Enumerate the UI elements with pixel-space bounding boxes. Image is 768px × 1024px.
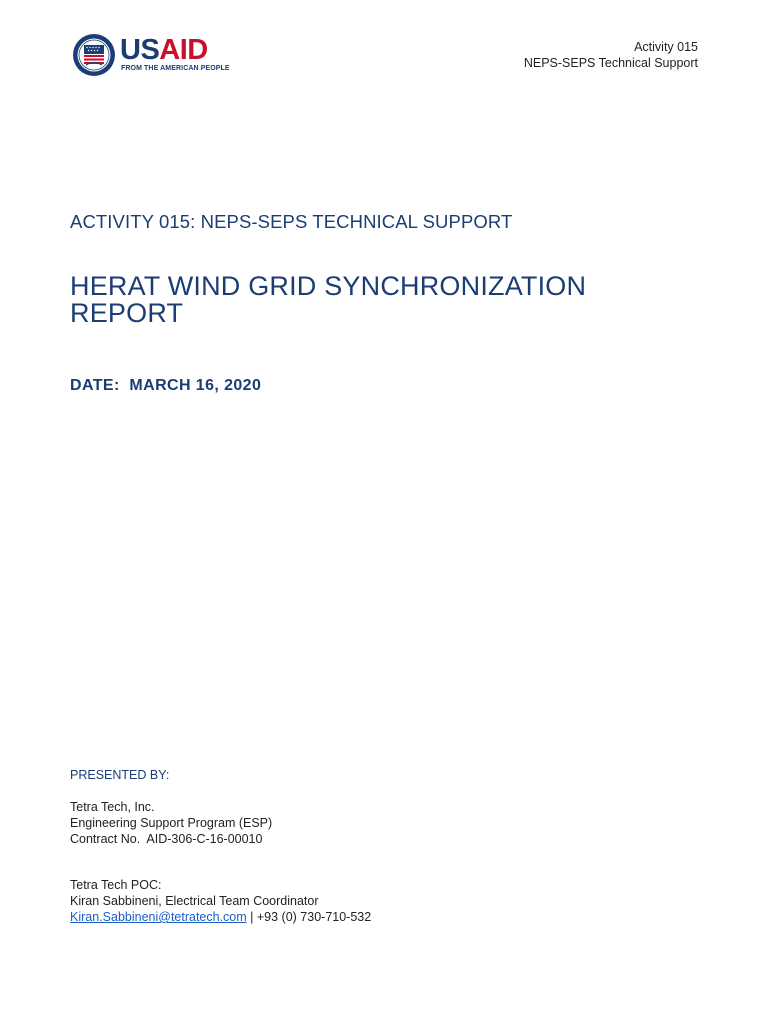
header-meta	[524, 39, 698, 71]
header-subtitle: NEPS-SEPS Technical Support	[523, 56, 698, 70]
poc-label: Tetra Tech POC:	[70, 878, 162, 892]
activity-title: ACTIVITY 015: NEPS-SEPS TECHNICAL SUPPORT	[70, 211, 513, 232]
report-title-line-2: REPORT	[70, 298, 184, 328]
presenter-block	[70, 799, 272, 847]
presented-by-label: PRESENTED BY:	[70, 768, 170, 782]
usaid-seal-icon	[72, 33, 116, 77]
poc-contact-line	[70, 909, 371, 925]
poc-email-link[interactable]: Kiran.Sabbineni@tetratech.com	[70, 910, 247, 924]
report-title	[70, 273, 710, 327]
usaid-logo	[72, 33, 230, 77]
header-activity: Activity 015	[634, 40, 698, 54]
poc-name: Kiran Sabbineni, Electrical Team Coordinator	[70, 894, 319, 908]
report-date: DATE: MARCH 16, 2020	[70, 377, 262, 394]
presenter-company: Tetra Tech, Inc.	[70, 800, 155, 814]
report-title-line-1: HERAT WIND GRID SYNCHRONIZATION	[70, 271, 587, 301]
presenter-contract: Contract No. AID-306-C-16-00010	[70, 832, 263, 846]
presenter-program: Engineering Support Program (ESP)	[70, 816, 273, 830]
usaid-tagline: FROM THE AMERICAN PEOPLE	[121, 65, 230, 72]
poc-phone: | +93 (0) 730-710-532	[246, 910, 372, 924]
usaid-wordmark: USAID	[120, 34, 208, 66]
poc-block	[70, 877, 371, 925]
